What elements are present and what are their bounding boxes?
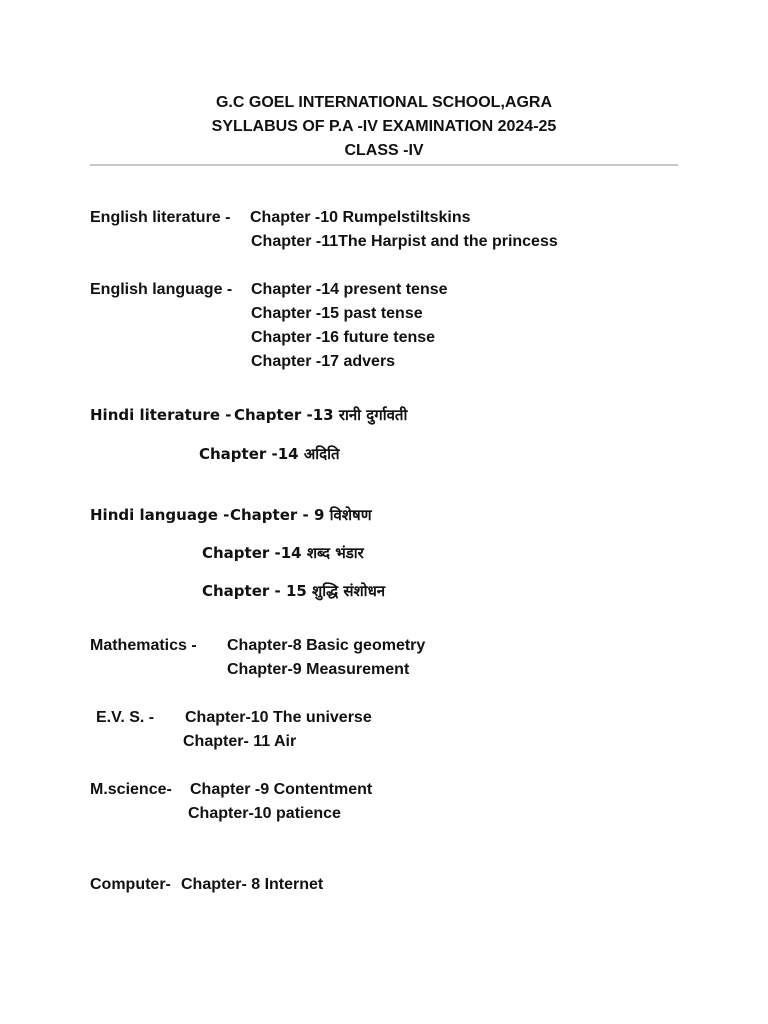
subject-label: E.V. S. -: [96, 709, 155, 726]
subject-label: Computer-: [90, 876, 176, 893]
chapter-item: Chapter- 8 Internet: [181, 876, 324, 893]
subject-label: Hindi literature -: [90, 406, 237, 424]
header-divider: [90, 164, 678, 166]
subject-label: Mathematics -: [90, 637, 197, 654]
chapter-item: Chapter - 9 विशेषण: [230, 506, 372, 524]
chapter-item: Chapter - 15 शुद्धि संशोधन: [202, 582, 386, 600]
chapter-item: Chapter-9 Measurement: [227, 661, 410, 678]
subject-label: M.science-: [90, 781, 172, 798]
chapter-item: Chapter- 11 Air: [183, 733, 297, 750]
chapter-item: Chapter -16 future tense: [251, 329, 436, 346]
subject-label: English literature -: [90, 209, 235, 226]
chapter-item: Chapter -14 present tense: [251, 281, 448, 298]
chapter-item: Chapter-10 patience: [188, 805, 341, 822]
class-title: CLASS -IV: [344, 142, 424, 159]
chapter-item: Chapter -9 Contentment: [190, 781, 373, 798]
chapter-item: Chapter -17 advers: [251, 353, 396, 370]
subject-label: Hindi language -: [90, 506, 235, 524]
chapter-item: Chapter-8 Basic geometry: [227, 637, 426, 654]
chapter-item: Chapter -10 Rumpelstiltskins: [250, 209, 471, 226]
chapter-item: Chapter -15 past tense: [251, 305, 423, 322]
subject-label: English language -: [90, 281, 237, 298]
chapter-item: Chapter-10 The universe: [185, 709, 372, 726]
chapter-item: Chapter -14 शब्द भंडार: [202, 544, 364, 562]
school-name: G.C GOEL INTERNATIONAL SCHOOL,AGRA: [215, 94, 552, 111]
chapter-item: Chapter -14 अदिति: [199, 445, 340, 463]
chapter-item: Chapter -13 रानी दुर्गावती: [234, 406, 408, 424]
chapter-item: Chapter -11The Harpist and the princess: [251, 233, 558, 250]
exam-title: SYLLABUS OF P.A -IV EXAMINATION 2024-25: [211, 118, 557, 135]
